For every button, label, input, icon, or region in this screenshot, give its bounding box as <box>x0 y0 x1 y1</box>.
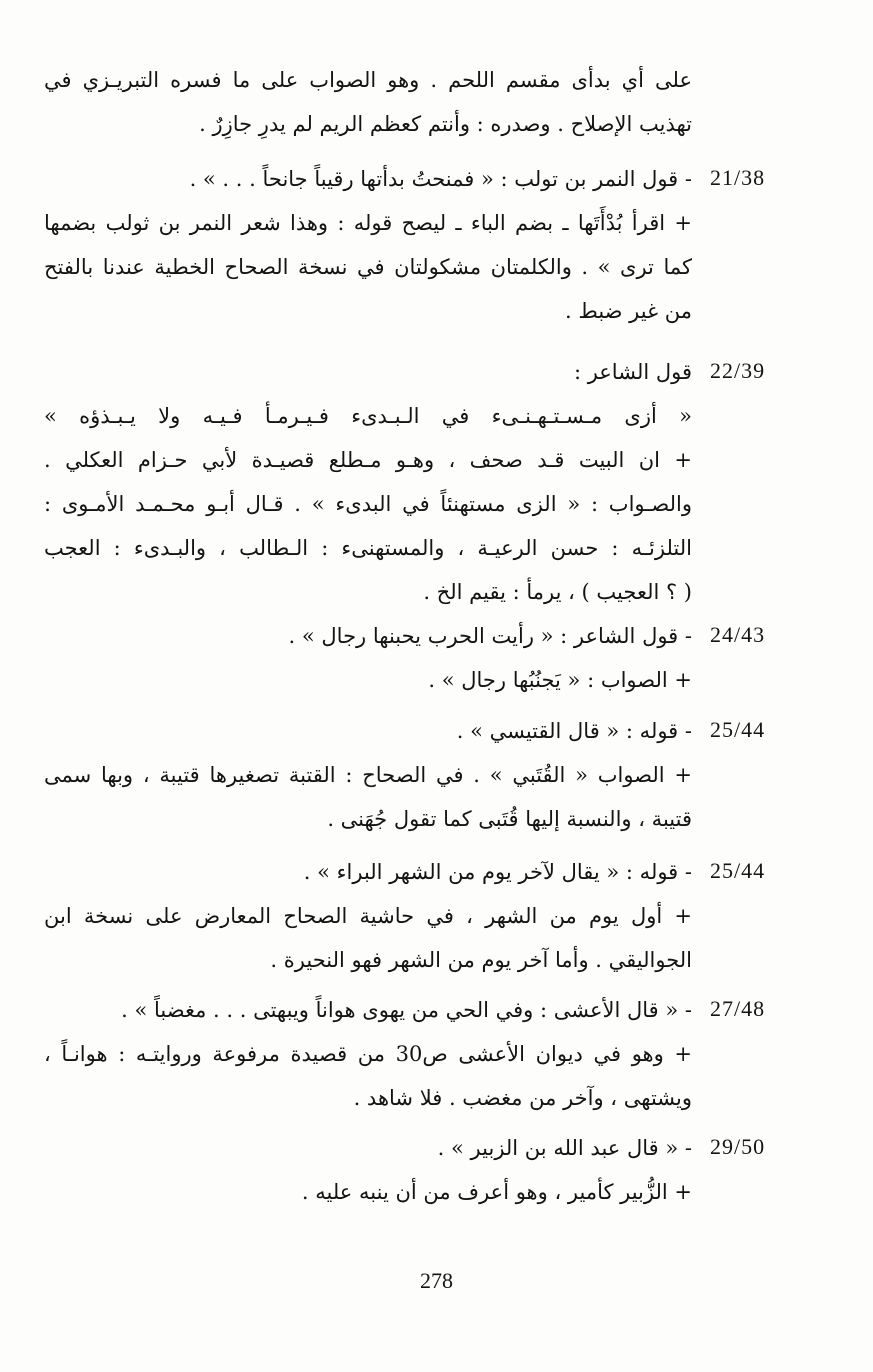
text-line: الجواليقي . وأما آخر يوم من الشهر فهو النحيرة . <box>270 948 692 972</box>
text-line: على أي بدأى مقسم اللحم . وهو الصواب على ما فسره التبريـزي في <box>44 68 692 92</box>
text-line: + الصواب : « يَجنُبُها رجال » . <box>428 668 692 692</box>
page-number: 278 <box>420 1268 453 1293</box>
text-line: - قوله : « يقال لآخر يوم من الشهر البراء » . <box>303 860 692 884</box>
text-line: ويشتهى ، وآخر من مغضب . فلا شاهد . <box>353 1086 692 1110</box>
text-line: - قوله : « قال القتيسي » . <box>456 719 692 743</box>
entry-ref: 25/44 <box>710 717 766 742</box>
text-line: والصـواب : « الزى مستهنئاً في البدىء » . قـال أبـو محـمـد الأمـوى : <box>44 492 692 516</box>
text-line: تهذيب الإصلاح . وصدره : وأنتم كعظم الريم لم يدرِ جازِرٌ . <box>199 112 692 136</box>
text-line: ( ؟ العجيب ) ، يرمأ : يقيم الخ . <box>423 580 692 604</box>
entry-ref: 25/44 <box>710 858 766 883</box>
text-line: التلزئـه : حسن الرعيـة ، والمستهنىء : الـطالب ، والبـدىء : العجب <box>44 536 692 560</box>
text-line: + ان البيت قـد صحف ، وهـو مـطلع قصيـدة لأبي حـزام العكلي . <box>44 448 692 472</box>
entry-text <box>44 1126 692 1214</box>
text-line: - قول الشاعر : « رأيت الحرب يحبنها رجال » . <box>288 624 692 648</box>
text-line: قول الشاعر : <box>573 360 692 384</box>
entry-ref: 29/50 <box>710 1134 766 1159</box>
text-line: + الصواب « القُتَبي » . في الصحاح : القتبة تصغيرها قتيبة ، وبها سمى <box>44 763 692 787</box>
entry-ref: 27/48 <box>710 996 766 1021</box>
entry-text <box>44 709 692 841</box>
text-line: - « قال الأعشى : وفي الحي من يهوى هواناً ويبهتى . . . مغضباً » . <box>121 998 692 1022</box>
text-line: كما ترى » . والكلمتان مشكولتان في نسخة الصحاح الخطية عندنا بالفتح <box>44 255 692 279</box>
text-line: قتيبة ، والنسبة إليها قُتَبى كما تقول جُهَنى . <box>327 807 692 831</box>
text-line: - قول النمر بن تولب : « فمنحتُ بدأتها رقيباً جانحاً . . . » . <box>189 167 692 191</box>
entry-ref: 22/39 <box>710 358 766 383</box>
text-line: من غير ضبط . <box>565 299 692 323</box>
text-line: « أزى مـسـتـهـنـىء في الـبـدىء فـيـرمـأ فـيـه ولا يـبـذؤه » <box>44 404 692 428</box>
entry-text <box>44 157 692 333</box>
text-line: + الزُّبير كأمير ، وهو أعرف من أن ينبه عليه . <box>301 1180 692 1204</box>
entry-ref: 21/38 <box>710 165 766 190</box>
text-line: + وهو في ديوان الأعشى ص30 من قصيدة مرفوعة وروايتـه : هوانـاً ، <box>44 1042 692 1066</box>
entry-text <box>44 614 692 702</box>
text-line: + أول يوم من الشهر ، في حاشية الصحاح المعارض على نسخة ابن <box>44 904 692 928</box>
intro-text <box>44 58 692 146</box>
text-line: + اقرأ بُدْأَتَها ـ بضم الباء ـ ليصح قوله : وهذا شعر النمر بن ثولب بضمها <box>44 211 692 235</box>
entry-text <box>44 988 692 1120</box>
entry-ref: 24/43 <box>710 622 766 647</box>
text-line: - « قال عبد الله بن الزبير » . <box>437 1136 692 1160</box>
entry-text <box>44 850 692 982</box>
entry-text <box>44 350 692 614</box>
